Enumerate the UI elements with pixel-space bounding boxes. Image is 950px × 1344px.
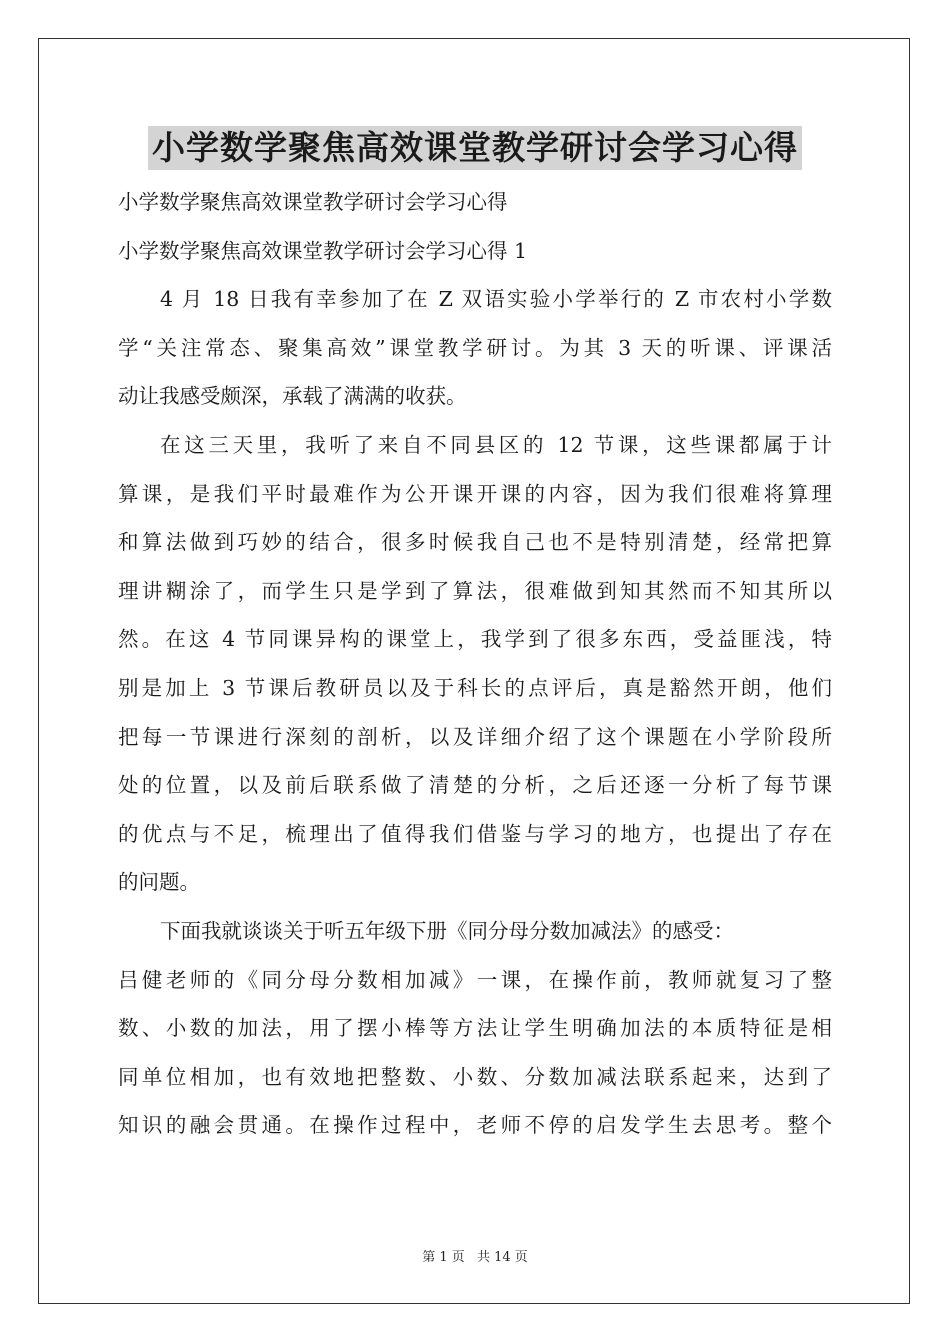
document-subtitle: 小学数学聚焦高效课堂教学研讨会学习心得 <box>118 190 508 214</box>
paragraph-2-line: 然。在这 4 节同课异构的课堂上，我学到了很多东西，受益匪浅，特 <box>118 627 832 652</box>
paragraph-1-line: 学“关注常态、聚集高效”课堂教学研讨。为其 3 天的听课、评课活 <box>118 335 832 360</box>
paragraph-3-line: 下面我就谈谈关于听五年级下册《同分母分数加减法》的感受： <box>160 918 734 943</box>
page-footer <box>0 1246 950 1265</box>
paragraph-2-line: 把每一节课进行深刻的剖析，以及详细介绍了这个课题在小学阶段所 <box>118 724 832 749</box>
title-container <box>0 126 950 170</box>
paragraph-2-line: 和算法做到巧妙的结合，很多时候我自己也不是特别清楚，经常把算 <box>118 530 832 555</box>
paragraph-2-line: 在这三天里，我听了来自不同县区的 12 节课，这些课都属于计 <box>160 432 832 457</box>
document-title: 小学数学聚焦高效课堂教学研讨会学习心得 <box>148 126 802 170</box>
paragraph-2-line: 别是加上 3 节课后教研员以及于科长的点评后，真是豁然开朗，他们 <box>118 675 832 700</box>
paragraph-3-line: 数、小数的加法，用了摆小棒等方法让学生明确加法的本质特征是相 <box>118 1016 832 1041</box>
paragraph-1-line: 动让我感受颇深，承载了满满的收获。 <box>118 384 467 409</box>
paragraph-2-line: 算课，是我们平时最难作为公开课开课的内容，因为我们很难将算理 <box>118 481 832 506</box>
paragraph-3-line: 知识的融会贯通。在操作过程中，老师不停的启发学生去思考。整个 <box>118 1113 832 1138</box>
page-number: 第 1 页 <box>422 1250 465 1265</box>
paragraph-1-line: 4 月 18 日我有幸参加了在 Z 双语实验小学举行的 Z 市农村小学数 <box>160 287 832 312</box>
paragraph-3-line: 同单位相加，也有效地把整数、小数、分数加减法联系起来，达到了 <box>118 1064 832 1089</box>
paragraph-2-line: 的问题。 <box>118 870 200 895</box>
paragraph-3-line: 吕健老师的《同分母分数相加减》一课，在操作前，教师就复习了整 <box>118 967 832 992</box>
section-heading: 小学数学聚焦高效课堂教学研讨会学习心得 1 <box>118 238 528 263</box>
total-pages: 共 14 页 <box>476 1250 528 1265</box>
paragraph-2-line: 理讲糊涂了，而学生只是学到了算法，很难做到知其然而不知其所以 <box>118 578 832 603</box>
paragraph-2-line: 的优点与不足，梳理出了值得我们借鉴与学习的地方，也提出了存在 <box>118 821 832 846</box>
document-body <box>118 178 832 1150</box>
paragraph-2-line: 处的位置，以及前后联系做了清楚的分析，之后还逐一分析了每节课 <box>118 773 832 798</box>
